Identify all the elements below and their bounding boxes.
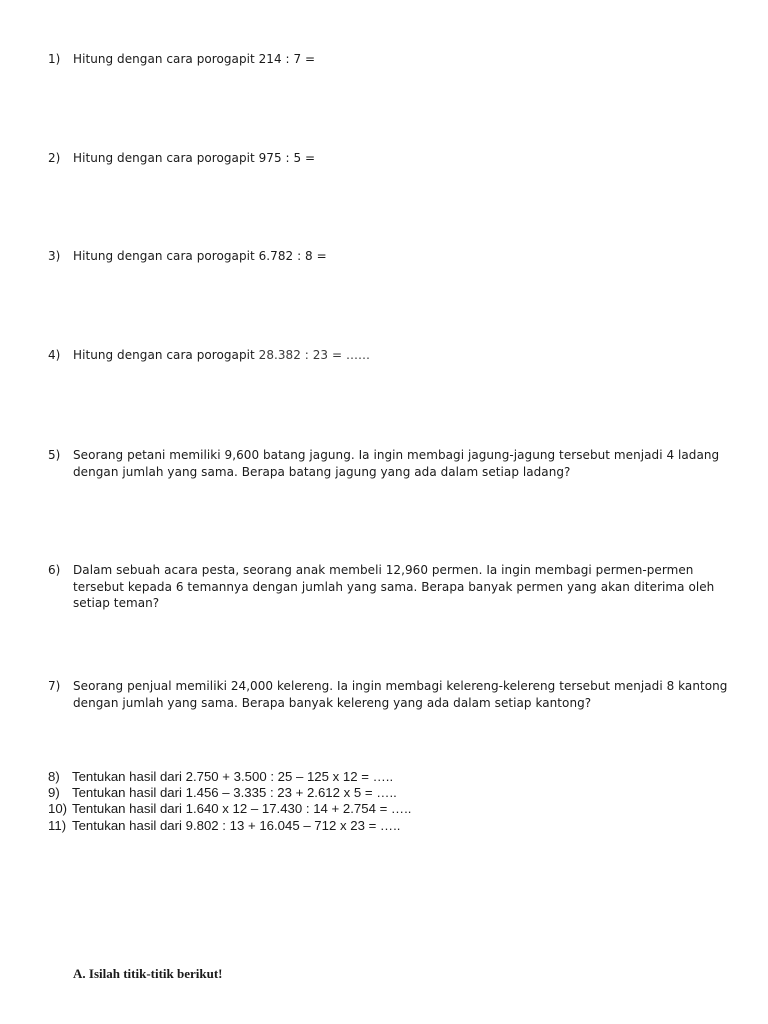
question-7 — [48, 678, 728, 711]
question-text: Seorang petani memiliki 9,600 batang jagung. Ia ingin membagi jagung-jagung tersebut menjadi 4 ladang dengan jumlah yang sama. Berapa batang jagung yang ada dalam setiap ladang? — [73, 448, 720, 479]
question-text: Hitung dengan cara porogapit 214 : 7 = — [73, 52, 316, 66]
question-number: 3) — [48, 249, 61, 263]
question-11 — [48, 818, 400, 834]
question-number: 5) — [48, 448, 61, 462]
question-1 — [48, 51, 728, 68]
question-number: 4) — [48, 348, 61, 362]
question-text: Tentukan hasil dari 9.802 : 13 + 16.045 – 712 x 23 = ….. — [72, 818, 401, 833]
question-6 — [48, 562, 728, 612]
question-number: 7) — [48, 679, 61, 693]
question-text: Hitung dengan cara porogapit 975 : 5 = — [73, 151, 316, 165]
question-text: Hitung dengan cara porogapit 6.782 : 8 = — [73, 249, 327, 263]
question-number: 9) — [48, 785, 60, 800]
question-text: Hitung dengan cara porogapit — [73, 348, 255, 362]
question-9 — [48, 785, 397, 801]
question-number: 8) — [48, 769, 60, 784]
question-number: 6) — [48, 563, 61, 577]
question-number: 10) — [48, 801, 68, 816]
question-text: Dalam sebuah acara pesta, seorang anak membeli 12,960 permen. Ia ingin membagi permen-permen tersebut kepada 6 temannya dengan jumlah yang sama. Berapa banyak permen yang akan diterima oleh setiap teman? — [73, 563, 715, 610]
question-5 — [48, 447, 728, 480]
question-number: 1) — [48, 52, 61, 66]
question-number: 11) — [48, 818, 67, 833]
question-text: Tentukan hasil dari 2.750 + 3.500 : 25 – 125 x 12 = ….. — [72, 769, 394, 784]
question-text: Tentukan hasil dari 1.640 x 12 – 17.430 : 14 + 2.754 = ….. — [72, 801, 412, 816]
section-heading: A. Isilah titik-titik berikut! — [73, 966, 223, 981]
question-2 — [48, 150, 728, 167]
question-3 — [48, 248, 728, 265]
question-number: 2) — [48, 151, 61, 165]
question-text: Seorang penjual memiliki 24,000 kelereng. Ia ingin membagi kelereng-kelereng tersebut menjadi 8 kantong dengan jumlah yang sama. Berapa banyak kelereng yang ada dalam setiap kantong? — [73, 679, 728, 710]
question-text: Tentukan hasil dari 1.456 – 3.335 : 23 + 2.612 x 5 = ….. — [72, 785, 397, 800]
question-4 — [48, 347, 728, 364]
question-8 — [48, 769, 393, 785]
question-10 — [48, 801, 411, 817]
question-expression: 28.382 : 23 = …… — [258, 348, 371, 362]
